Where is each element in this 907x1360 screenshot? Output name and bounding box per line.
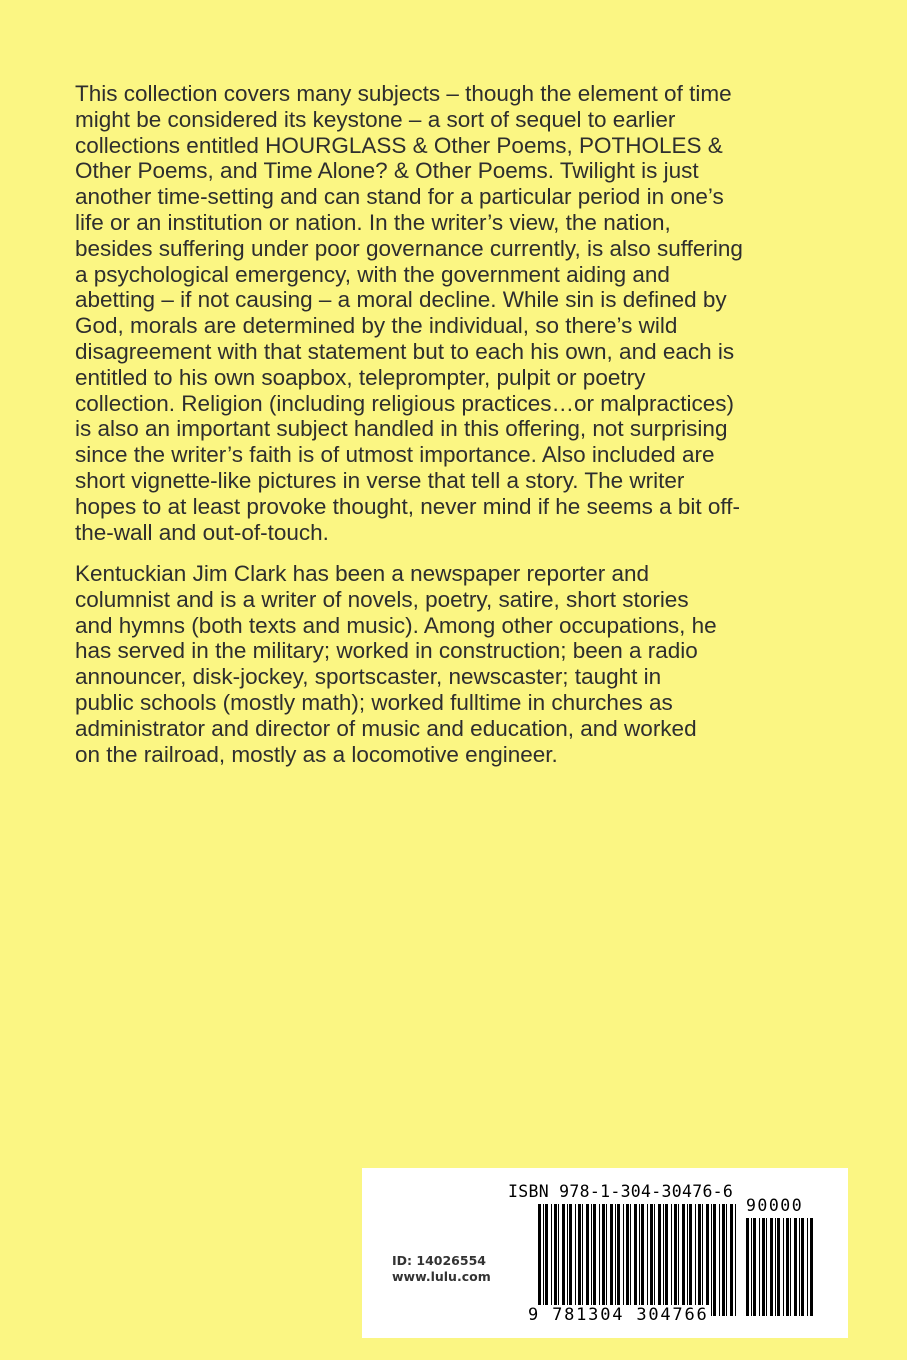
blurb-line: on the railroad, mostly as a locomotive engineer. (75, 741, 558, 767)
barcode-bar (538, 1204, 541, 1316)
blurb-line: disagreement with that statement but to each his own, and each is (75, 338, 735, 364)
barcode-bar (777, 1218, 780, 1316)
barcode-bar (665, 1204, 668, 1316)
barcode-bar (730, 1204, 733, 1316)
isbn-label: ISBN 978-1-304-30476-6 (508, 1182, 734, 1201)
blurb-line: Kentuckian Jim Clark has been a newspaper reporter and (75, 561, 650, 586)
barcode-bar (695, 1204, 696, 1316)
barcode-bar (610, 1204, 613, 1316)
barcode-bar (578, 1204, 581, 1316)
barcode-bar (726, 1204, 727, 1316)
barcode-bar (753, 1218, 756, 1316)
barcode-bar (783, 1218, 784, 1316)
blurb-line: has served in the military; worked in construction; been a radio (75, 638, 698, 664)
barcode-bar (746, 1218, 749, 1316)
barcode-bar (586, 1204, 589, 1316)
blurb-line: a psychological emergency, with the government aiding and (75, 261, 670, 287)
barcode-bar (591, 1204, 592, 1316)
barcode-bar (647, 1204, 648, 1316)
barcode-bar (766, 1218, 767, 1316)
barcode-bar (775, 1218, 776, 1316)
barcode-bar (623, 1204, 624, 1316)
lulu-url: www.lulu.com (392, 1269, 491, 1284)
barcode-bar (593, 1204, 596, 1316)
ean-barcode-bars (538, 1204, 738, 1316)
price-addon-digits: 90000 (746, 1196, 804, 1215)
barcode-bar (735, 1204, 736, 1316)
addon-barcode-bars (746, 1218, 816, 1316)
barcode-bar (567, 1204, 568, 1316)
barcode-bar (678, 1204, 679, 1316)
barcode-panel (362, 1168, 848, 1338)
blurb-line: abetting – if not causing – a moral decline. While sin is defined by (75, 287, 727, 313)
barcode-bar (706, 1204, 709, 1316)
blurb-line: columnist and is a writer of novels, poetry, satire, short stories (75, 586, 689, 612)
blurb-line: This collection covers many subjects – though the element of time (75, 81, 732, 106)
blurb-line: life or an institution or nation. In the writer’s view, the nation, (75, 209, 671, 235)
barcode-bar (790, 1218, 791, 1316)
publisher-info (392, 1253, 491, 1285)
barcode-bar (719, 1204, 720, 1316)
blurb-line: administrator and director of music and education, and worked (75, 715, 697, 741)
barcode-bar (615, 1204, 616, 1316)
blurb-line: collection. Religion (including religious practices…or malpractices) (75, 390, 735, 416)
barcode-bar (650, 1204, 653, 1316)
barcode-bar (569, 1204, 572, 1316)
blurb-paragraph-collection (75, 81, 845, 545)
blurb-line: Other Poems, and Time Alone? & Other Poems. Twilight is just (75, 158, 699, 184)
barcode-bar (558, 1204, 559, 1316)
barcode-bar (575, 1204, 576, 1316)
blurb-line: and hymns (both texts and music). Among other occupations, he (75, 612, 717, 638)
blurb-line: besides suffering under poor governance currently, is also suffering (75, 235, 743, 261)
blurb-line: short vignette-like pictures in verse that tell a story. The writer (75, 467, 685, 493)
barcode-bar (602, 1204, 605, 1316)
barcode-bar (751, 1218, 752, 1316)
blurb-line: entitled to his own soapbox, teleprompter, pulpit or poetry (75, 364, 646, 390)
barcode-bar (554, 1204, 557, 1316)
blurb-line: the-wall and out-of-touch. (75, 519, 329, 545)
barcode-bar (807, 1218, 808, 1316)
blurb-paragraph-author-bio (75, 561, 845, 767)
barcode-bar (786, 1218, 789, 1316)
barcode-bar (630, 1204, 631, 1316)
barcode-bar (562, 1204, 565, 1316)
barcode-bar (689, 1204, 692, 1316)
barcode-bar (663, 1204, 664, 1316)
barcode-bar (674, 1204, 677, 1316)
blurb-line: another time-setting and can stand for a particular period in one’s (75, 184, 724, 210)
blurb-line: hopes to at least provoke thought, never mind if he seems a bit off- (75, 493, 740, 519)
barcode-bar (698, 1204, 701, 1316)
blurb-line: since the writer’s faith is of utmost importance. Also included are (75, 442, 715, 468)
blurb-line: announcer, disk-jockey, sportscaster, newscaster; taught in (75, 664, 662, 690)
blurb-line: collections entitled HOURGLASS & Other Poems, POTHOLES & (75, 132, 723, 158)
barcode-bar (794, 1218, 797, 1316)
barcode-bar (543, 1204, 544, 1316)
barcode-bar (545, 1204, 548, 1316)
barcode-bar (658, 1204, 661, 1316)
blurb-line: might be considered its keystone – a sort of sequel to earlier (75, 106, 676, 132)
barcode-bar (671, 1204, 672, 1316)
barcode-bar (639, 1204, 640, 1316)
barcode-bar (810, 1218, 813, 1316)
barcode-bar (682, 1204, 685, 1316)
barcode-bar (799, 1218, 800, 1316)
barcode-bar (762, 1218, 765, 1316)
barcode-bar (641, 1204, 644, 1316)
barcode-bar (599, 1204, 600, 1316)
barcode-bar (801, 1218, 804, 1316)
barcode-bar (654, 1204, 655, 1316)
barcode-bar (626, 1204, 629, 1316)
barcode-bar (582, 1204, 583, 1316)
barcode-bar (759, 1218, 760, 1316)
blurb-line: God, morals are determined by the individual, so there’s wild (75, 313, 678, 339)
barcode-bar (770, 1218, 773, 1316)
barcode-bar (634, 1204, 637, 1316)
barcode-bar (702, 1204, 703, 1316)
lulu-id-label: ID: 14026554 (392, 1253, 486, 1268)
barcode-bar (687, 1204, 688, 1316)
barcode-bar (606, 1204, 607, 1316)
blurb-line: public schools (mostly math); worked fulltime in churches as (75, 689, 673, 715)
blurb-line: is also an important subject handled in this offering, not surprising (75, 416, 728, 442)
barcode-bar (713, 1204, 716, 1316)
barcode-bar (711, 1204, 712, 1316)
ean-digits: 9 781304 304766 (528, 1305, 709, 1325)
barcode-bar (617, 1204, 620, 1316)
barcode-bar (722, 1204, 725, 1316)
barcode-bar (551, 1204, 552, 1316)
